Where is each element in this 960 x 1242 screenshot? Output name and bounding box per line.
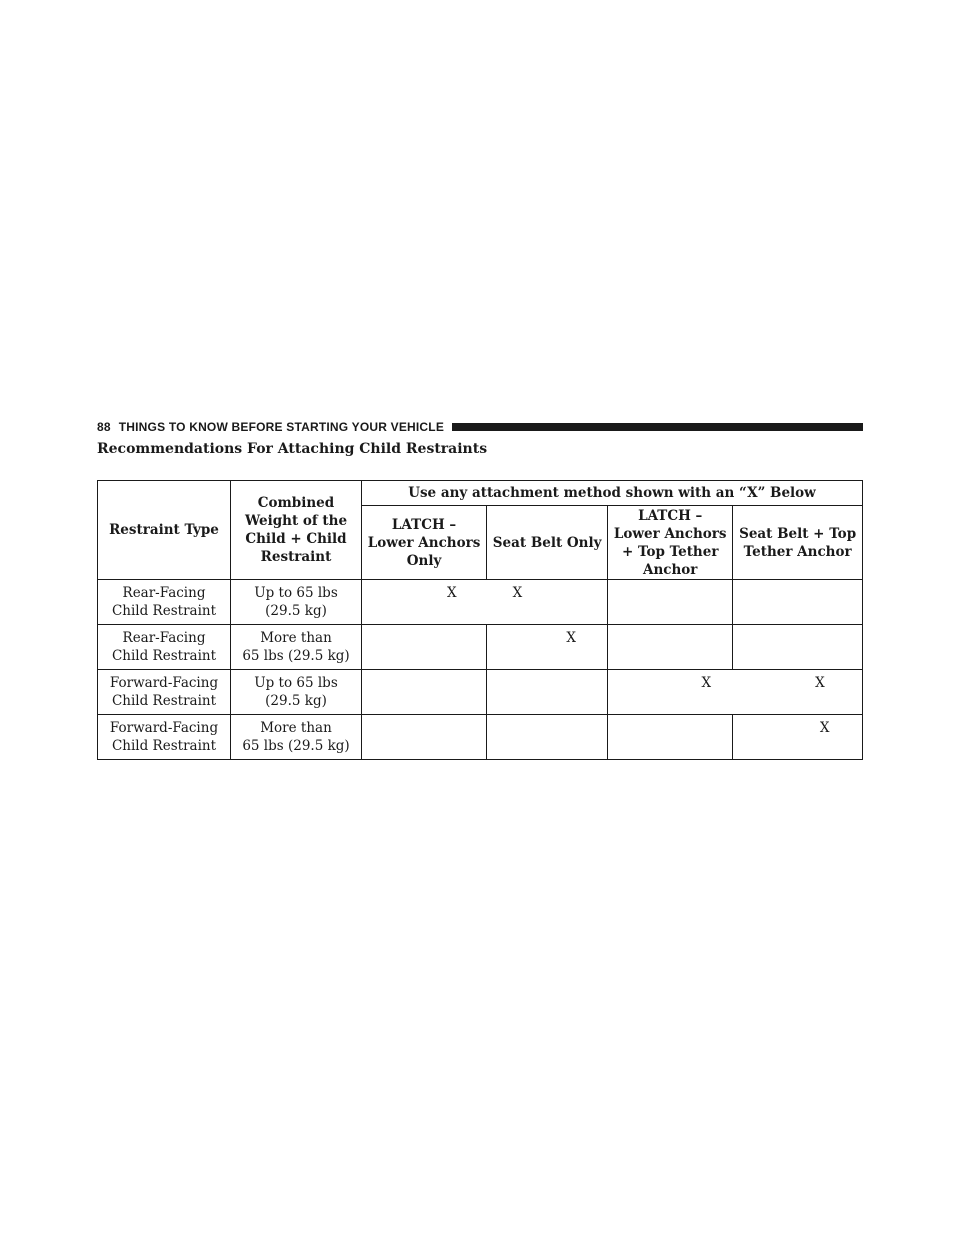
cell-mark-seat-belt-top-tether (733, 625, 863, 670)
header-rule (452, 423, 863, 431)
cell-mark-seat-belt-only (487, 670, 608, 715)
page-header (97, 418, 863, 436)
table-row (98, 625, 863, 670)
header-latch-lower-anchors-only: LATCH – Lower Anchors Only (362, 506, 487, 580)
cell-restraint-type: Forward-Facing Child Restraint (98, 715, 231, 760)
cell-combined-weight: Up to 65 lbs (29.5 kg) (231, 580, 362, 625)
cell-combined-weight: Up to 65 lbs (29.5 kg) (231, 670, 362, 715)
cell-mark-latch-top-tether (608, 625, 733, 670)
table-row (98, 670, 863, 715)
cell-restraint-type: Rear-Facing Child Restraint (98, 625, 231, 670)
cell-mark-latch-lower-anchors-only (362, 625, 487, 670)
cell-marks-latch-and-seat-belt (362, 580, 608, 625)
table-row (98, 580, 863, 625)
cell-mark-latch-lower-anchors-only (362, 715, 487, 760)
cell-mark-seat-belt-top-tether (733, 580, 863, 625)
table-row (98, 715, 863, 760)
cell-combined-weight: More than 65 lbs (29.5 kg) (231, 625, 362, 670)
mark-seat-belt-only: X (512, 585, 523, 601)
cell-mark-latch-top-tether (608, 715, 733, 760)
mark-latch-lower-anchors-only: X (446, 585, 457, 601)
child-restraint-table (97, 480, 863, 760)
cell-restraint-type: Rear-Facing Child Restraint (98, 580, 231, 625)
running-title: THINGS TO KNOW BEFORE STARTING YOUR VEHICLE (118, 420, 445, 434)
header-restraint-type: Restraint Type (98, 481, 231, 580)
cell-mark-seat-belt-only (487, 715, 608, 760)
header-seat-belt-top-tether: Seat Belt + Top Tether Anchor (733, 506, 863, 580)
cell-combined-weight: More than 65 lbs (29.5 kg) (231, 715, 362, 760)
cell-restraint-type: Forward-Facing Child Restraint (98, 670, 231, 715)
header-latch-top-tether: LATCH – Lower Anchors + Top Tether Anchor (608, 506, 733, 580)
cell-marks-top-tether (608, 670, 863, 715)
header-seat-belt-only: Seat Belt Only (487, 506, 608, 580)
cell-mark-latch-lower-anchors-only (362, 670, 487, 715)
cell-mark-latch-top-tether (608, 580, 733, 625)
mark-latch-top-tether: X (701, 675, 712, 691)
page-number: 88 (97, 420, 111, 434)
section-title: Recommendations For Attaching Child Restraints (97, 441, 488, 457)
header-attachment-method: Use any attachment method shown with an “X” Below (362, 481, 863, 506)
table-header-row (98, 481, 863, 506)
mark-seat-belt-top-tether: X (815, 675, 825, 691)
header-combined-weight: Combined Weight of the Child + Child Restraint (231, 481, 362, 580)
cell-mark-seat-belt-top-tether: X (733, 715, 863, 760)
cell-mark-seat-belt-only: X (487, 625, 608, 670)
